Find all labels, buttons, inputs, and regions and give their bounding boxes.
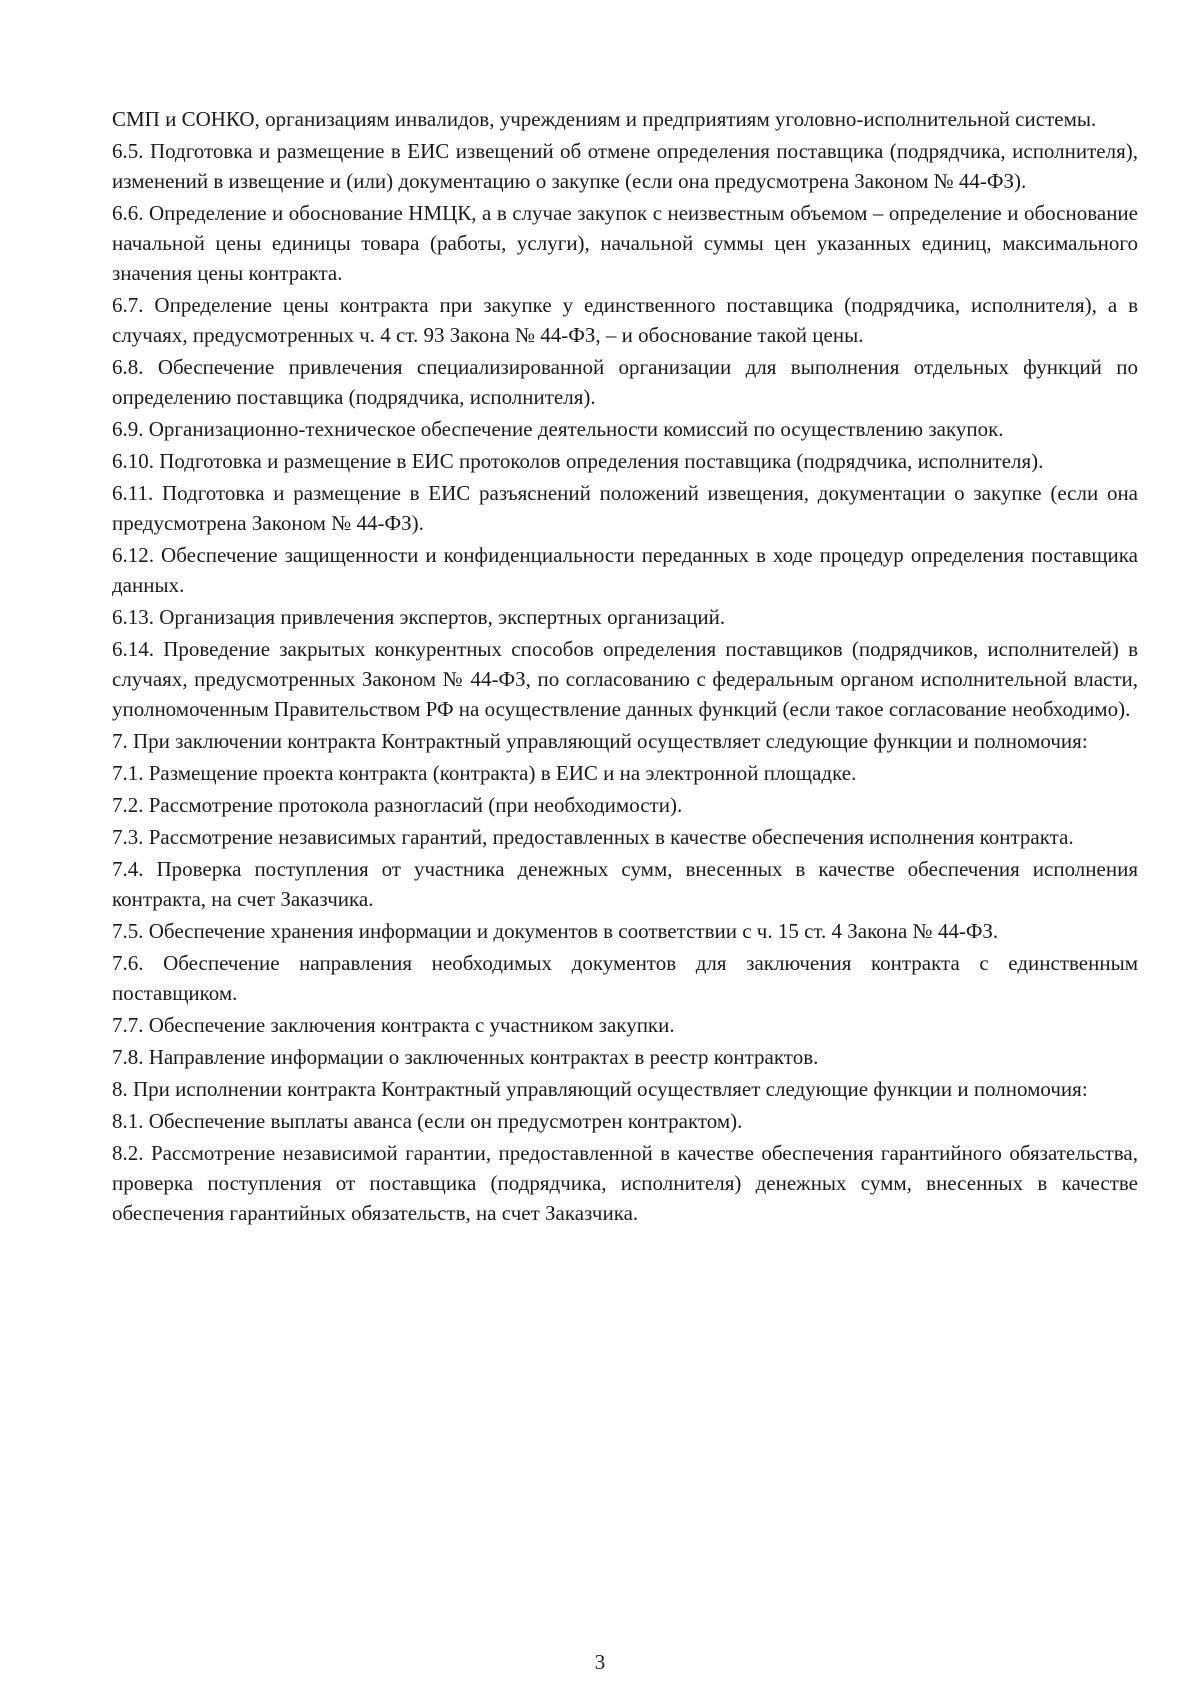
paragraph-7-7: 7.7. Обеспечение заключения контракта с участником закупки. (112, 1013, 675, 1037)
paragraph-6-9: 6.9. Организационно-техническое обеспечение деятельности комиссий по осуществлению закупок. (112, 417, 1004, 441)
paragraph-6-12: 6.12. Обеспечение защищенности и конфиденциальности переданных в ходе процедур определения поставщика данных. (112, 543, 1138, 597)
paragraph-6-5: 6.5. Подготовка и размещение в ЕИС извещений об отмене определения поставщика (подрядчика, исполнителя), изменений в извещение и (или) документацию о закупке (если она предусмотрена Законом № 44-ФЗ). (112, 139, 1138, 193)
paragraph-continuation-6-4: СМП и СОНКО, организациям инвалидов, учреждениям и предприятиям уголовно-исполнительной системы. (112, 107, 1097, 131)
paragraph-7-5: 7.5. Обеспечение хранения информации и документов в соответствии с ч. 15 ст. 4 Закона № 44-ФЗ. (112, 919, 999, 943)
paragraph-8-1: 8.1. Обеспечение выплаты аванса (если он предусмотрен контрактом). (112, 1109, 743, 1133)
paragraph-7-3: 7.3. Рассмотрение независимых гарантий, предоставленных в качестве обеспечения исполнения контракта. (112, 825, 1074, 849)
paragraph-7-4: 7.4. Проверка поступления от участника денежных сумм, внесенных в качестве обеспечения исполнения контракта, на счет Заказчика. (112, 857, 1138, 911)
document-body (112, 104, 1138, 1230)
paragraph-6-11: 6.11. Подготовка и размещение в ЕИС разъяснений положений извещения, документации о закупке (если она предусмотрена Законом № 44-ФЗ). (112, 481, 1138, 535)
paragraph-8-2: 8.2. Рассмотрение независимой гарантии, предоставленной в качестве обеспечения гарантийного обязательства, проверка поступления от поставщика (подрядчика, исполнителя) денежных сумм, внесенных в качестве обеспечения гарантийных обязательств, на счет Заказчика. (112, 1141, 1138, 1225)
paragraph-7: 7. При заключении контракта Контрактный управляющий осуществляет следующие функции и полномочия: (112, 729, 1088, 753)
paragraph-6-8: 6.8. Обеспечение привлечения специализированной организации для выполнения отдельных функций по определению поставщика (подрядчика, исполнителя). (112, 355, 1138, 409)
paragraph-6-10: 6.10. Подготовка и размещение в ЕИС протоколов определения поставщика (подрядчика, исполнителя). (112, 449, 1044, 473)
paragraph-7-6: 7.6. Обеспечение направления необходимых документов для заключения контракта с единственным поставщиком. (112, 951, 1138, 1005)
paragraph-7-1: 7.1. Размещение проекта контракта (контракта) в ЕИС и на электронной площадке. (112, 761, 857, 785)
page-number: 3 (594, 1650, 606, 1674)
paragraph-8: 8. При исполнении контракта Контрактный управляющий осуществляет следующие функции и полномочия: (112, 1077, 1088, 1101)
paragraph-7-8: 7.8. Направление информации о заключенных контрактах в реестр контрактов. (112, 1045, 819, 1069)
paragraph-6-6: 6.6. Определение и обоснование НМЦК, а в случае закупок с неизвестным объемом – определение и обоснование начальной цены единицы товара (работы, услуги), начальной суммы цен указанных единиц, максимального значения цены контракта. (112, 201, 1138, 285)
paragraph-7-2: 7.2. Рассмотрение протокола разногласий (при необходимости). (112, 793, 683, 817)
paragraph-6-13: 6.13. Организация привлечения экспертов, экспертных организаций. (112, 605, 726, 629)
paragraph-6-7: 6.7. Определение цены контракта при закупке у единственного поставщика (подрядчика, исполнителя), а в случаях, предусмотренных ч. 4 ст. 93 Закона № 44-ФЗ, – и обоснование такой цены. (112, 293, 1138, 347)
paragraph-6-14: 6.14. Проведение закрытых конкурентных способов определения поставщиков (подрядчиков, исполнителей) в случаях, предусмотренных Законом № 44-ФЗ, по согласованию с федеральным органом исполнительной власти, уполномоченным Правительством РФ на осуществление данных функций (если такое согласование необходимо). (112, 637, 1138, 721)
